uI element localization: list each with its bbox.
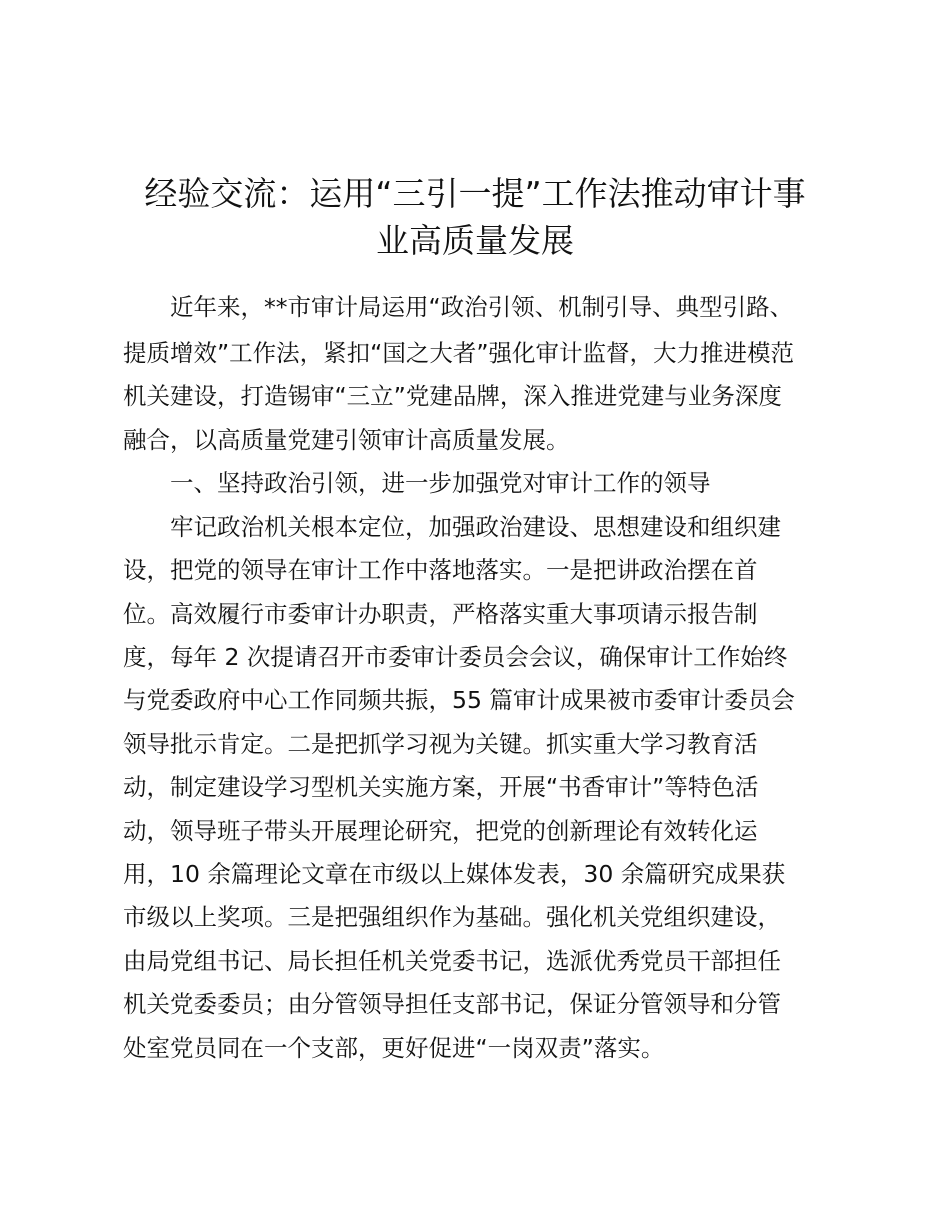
section-1-line-12: 机关党委委员；由分管领导担任支部书记，保证分管领导和分管 bbox=[123, 990, 781, 1018]
intro-line-3: 机关建设，打造锡审“三立”党建品牌，深入推进党建与业务深度 bbox=[123, 382, 782, 410]
intro-line-2: 提质增效”工作法，紧扣“国之大者”强化审计监督，大力推进模范 bbox=[123, 339, 795, 367]
document-title-line-2: 业高质量发展 bbox=[376, 221, 574, 260]
section-1-line-3: 位。高效履行市委审计办职责，严格落实重大事项请示报告制 bbox=[123, 600, 758, 628]
section-1-line-9: 用，10 余篇理论文章在市级以上媒体发表，30 余篇研究成果获 bbox=[123, 860, 786, 888]
section-1-line-11: 由局党组书记、局长担任机关党委书记，选派优秀党员干部担任 bbox=[123, 947, 781, 975]
document-title-line-1: 经验交流：运用“三引一提”工作法推动审计事 bbox=[144, 174, 806, 213]
section-1-line-2: 设，把党的领导在审计工作中落地落实。一是把讲政治摆在首 bbox=[123, 556, 758, 584]
section-1-line-5: 与党委政府中心工作同频共振，55 篇审计成果被市委审计委员会 bbox=[123, 686, 795, 714]
section-1-line-10: 市级以上奖项。三是把强组织作为基础。强化机关党组织建设， bbox=[123, 903, 781, 931]
section-1-heading: 一、坚持政治引领，进一步加强党对审计工作的领导 bbox=[170, 469, 711, 497]
section-1-line-4: 度，每年 2 次提请召开市委审计委员会会议，确保审计工作始终 bbox=[123, 643, 788, 671]
section-1-line-7: 动，制定建设学习型机关实施方案，开展“书香审计”等特色活 bbox=[123, 773, 759, 801]
section-1-line-13: 处室党员同在一个支部，更好促进“一岗双责”落实。 bbox=[123, 1034, 665, 1062]
section-1-line-1: 牢记政治机关根本定位，加强政治建设、思想建设和组织建 bbox=[170, 513, 781, 541]
intro-line-4: 融合，以高质量党建引领审计高质量发展。 bbox=[123, 426, 570, 454]
section-1-line-8: 动，领导班子带头开展理论研究，把党的创新理论有效转化运 bbox=[123, 817, 758, 845]
intro-line-1: 近年来，**市审计局运用“政治引领、机制引导、典型引路、 bbox=[170, 293, 794, 321]
section-1-line-6: 领导批示肯定。二是把抓学习视为关键。抓实重大学习教育活 bbox=[123, 730, 758, 758]
